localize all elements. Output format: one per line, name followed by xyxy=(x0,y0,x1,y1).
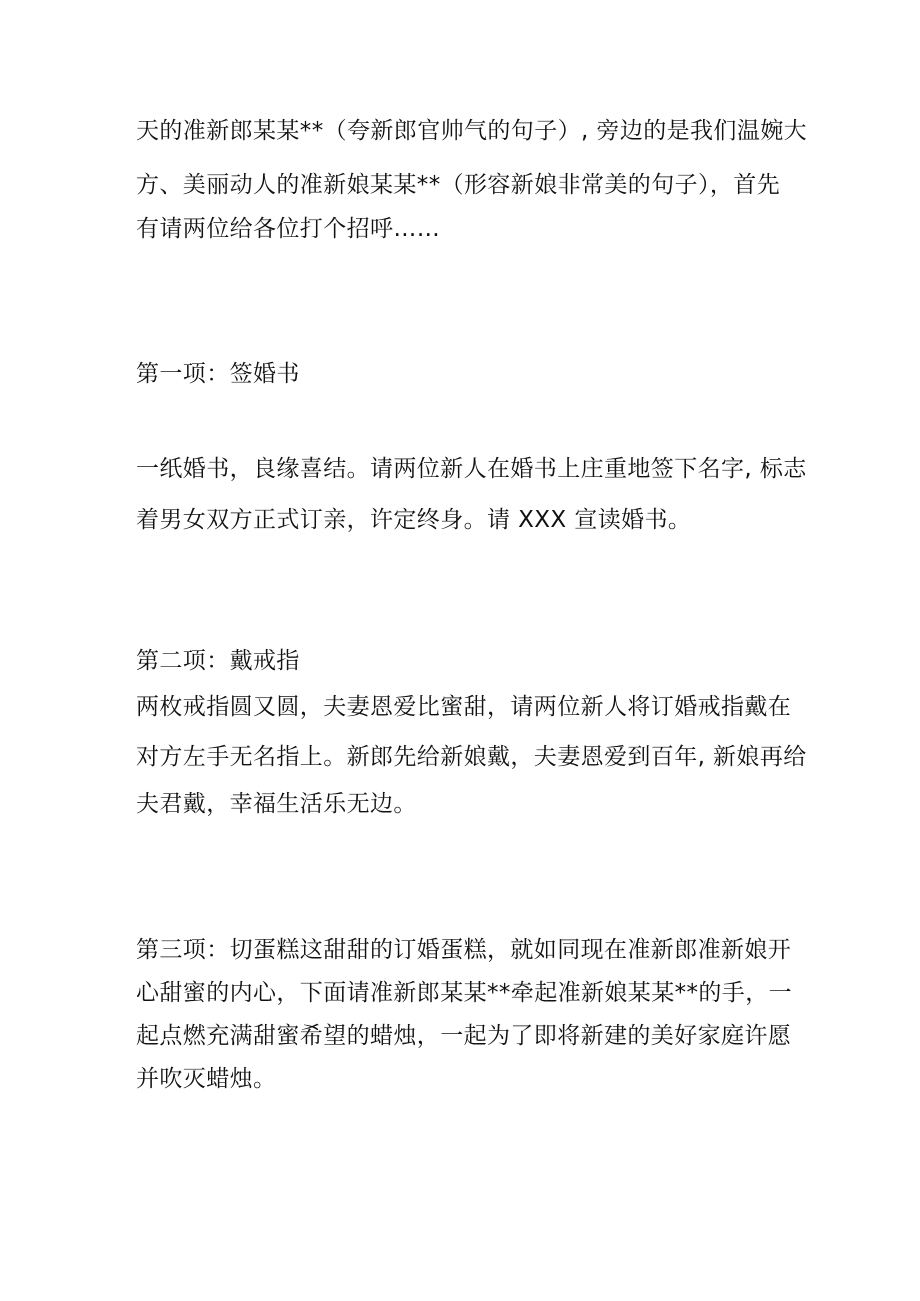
section3-line-1: 第三项：切蛋糕这甜甜的订婚蛋糕，就如同现在准新郎准新娘开 xyxy=(136,937,792,963)
section3-line-3: 起点燃充满甜蜜希望的蜡烛，一起为了即将新建的美好家庭许愿 xyxy=(136,1023,792,1049)
section1-line-2: 着男女双方正式订亲，许定终身。请 XXX 宣读婚书。 xyxy=(136,507,692,533)
section2-line-2: 对方左手无名指上。新郎先给新娘戴，夫妻恩爱到百年, 新娘再给 xyxy=(136,744,807,770)
section2-line-1: 两枚戒指圆又圆，夫妻恩爱比蜜甜，请两位新人将订婚戒指戴在 xyxy=(136,694,792,720)
section3-line-4: 并吹灭蜡烛。 xyxy=(136,1066,277,1092)
intro-line-1: 天的准新郎某某**（夸新郎官帅气的句子）, 旁边的是我们温婉大 xyxy=(136,118,808,144)
intro-line-3: 有请两位给各位打个招呼…… xyxy=(136,216,441,242)
intro-line-2: 方、美丽动人的准新娘某某**（形容新娘非常美的句子），首先 xyxy=(136,172,781,198)
section2-line-3: 夫君戴，幸福生活乐无边。 xyxy=(136,791,417,817)
section1-heading: 第一项：签婚书 xyxy=(136,361,300,387)
section1-line-1: 一纸婚书，良缘喜结。请两位新人在婚书上庄重地签下名字, 标志 xyxy=(136,456,807,482)
section3-line-2: 心甜蜜的内心，下面请准新郎某某**牵起准新娘某某**的手，一 xyxy=(136,980,792,1006)
section2-heading: 第二项：戴戒指 xyxy=(136,648,300,674)
